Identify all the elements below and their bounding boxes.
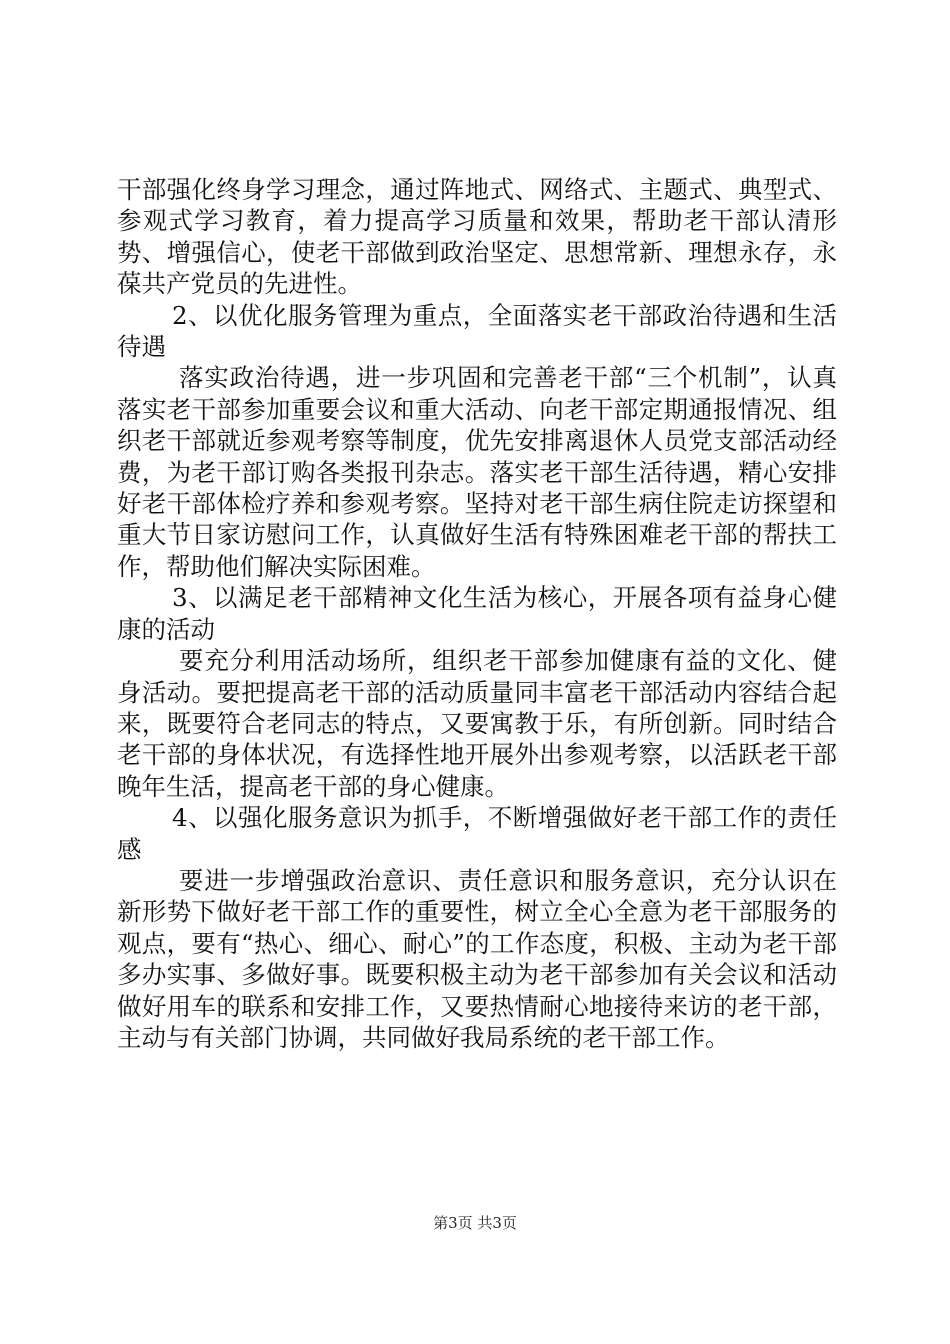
page-number-footer: 第3页 共3页 xyxy=(433,1214,517,1232)
section-heading-3: 3、以满足老干部精神文化生活为核心，开展各项有益身心健康的活动 xyxy=(117,583,837,644)
paragraph-political-treatment: 落实政治待遇，进一步巩固和完善老干部“三个机制”，认真落实老干部参加重要会议和重大活动、向老干部定期通报情况、组织老干部就近参观考察等制度，优先安排离退休人员党支部活动经费，为老干部订购各类报刊杂志。落实老干部生活待遇，精心安排好老干部体检疗养和参观考察。坚持对老干部生病住院走访探望和重大节日家访慰问工作，认真做好生活有特殊困难老干部的帮扶工作，帮助他们解决实际困难。 xyxy=(117,363,837,581)
section-heading-2: 2、以优化服务管理为重点，全面落实老干部政治待遇和生活待遇 xyxy=(117,300,837,362)
paragraph-continued: 干部强化终身学习理念，通过阵地式、网络式、主题式、典型式、参观式学习教育，着力提高学习质量和效果，帮助老干部认清形势、增强信心，使老干部做到政治坚定、思想常新、理想永存，永葆共产党员的先进性。 xyxy=(117,175,837,299)
section-heading-4: 4、以强化服务意识为抓手，不断增强做好老干部工作的责任感 xyxy=(117,803,837,864)
document-body xyxy=(117,174,837,1053)
paragraph-service-awareness: 要进一步增强政治意识、责任意识和服务意识，充分认识在新形势下做好老干部工作的重要性，树立全心全意为老干部服务的观点，要有“热心、细心、耐心”的工作态度，积极、主动为老干部多办实事、多做好事。既要积极主动为老干部参加有关会议和活动做好用车的联系和安排工作，又要热情耐心地接待来访的老干部，主动与有关部门协调，共同做好我局系统的老干部工作。 xyxy=(117,865,837,1052)
paragraph-cultural-activities: 要充分利用活动场所，组织老干部参加健康有益的文化、健身活动。要把提高老干部的活动质量同丰富老干部活动内容结合起来，既要符合老同志的特点，又要寓教于乐，有所创新。同时结合老干部的身体状况，有选择性地开展外出参观考察，以活跃老干部晚年生活，提高老干部的身心健康。 xyxy=(117,646,837,801)
